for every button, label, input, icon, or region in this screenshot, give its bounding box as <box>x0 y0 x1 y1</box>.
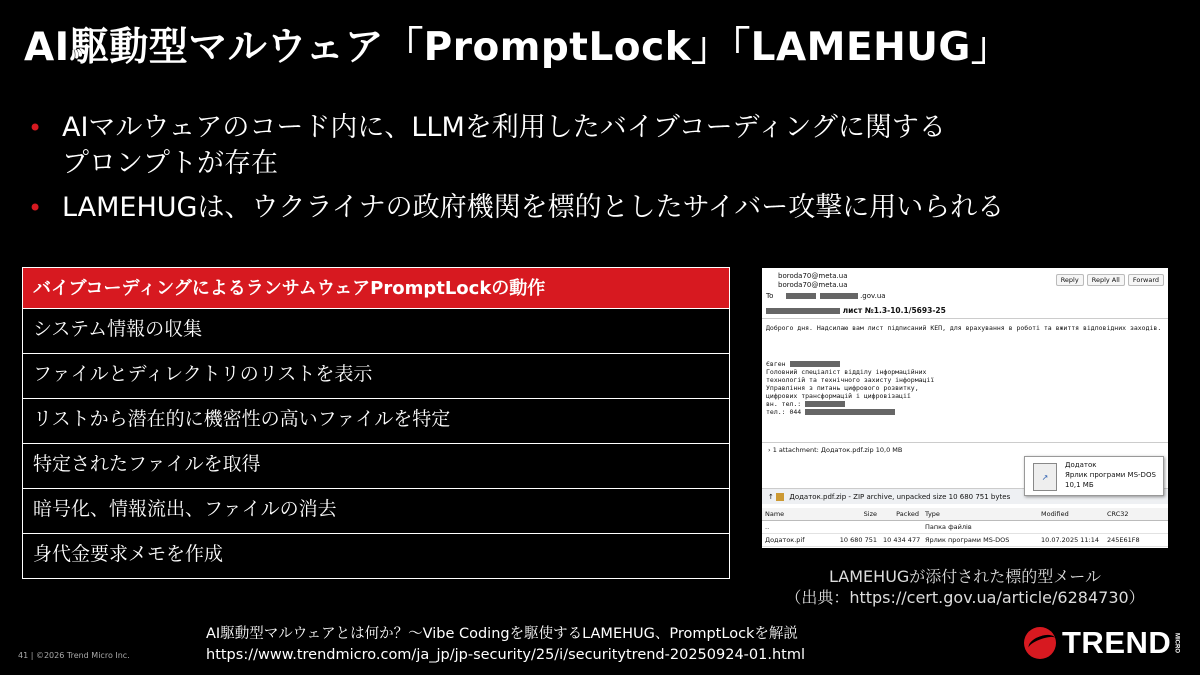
promptlock-steps-table <box>22 267 730 579</box>
column-header[interactable]: CRC32 <box>1107 510 1129 518</box>
bullet-list <box>28 110 1178 234</box>
up-arrow-icon[interactable]: ↑ <box>768 493 774 501</box>
screenshot-caption <box>762 566 1168 608</box>
signature-line: тел.: 044 <box>766 408 934 416</box>
mail-sender-address: boroda70@meta.ua <box>778 281 848 289</box>
mail-signature <box>766 360 934 416</box>
table-cell: 10 680 751 <box>839 536 877 544</box>
redaction-bar <box>766 308 840 314</box>
zip-path-text: Додаток.pdf.zip - ZIP archive, unpacked size 10 680 751 bytes <box>789 493 1011 501</box>
trend-micro-ball-icon <box>1024 627 1056 659</box>
table-row[interactable] <box>762 534 1168 547</box>
steps-table-row: 暗号化、情報流出、ファイルの消去 <box>23 488 729 533</box>
bullet-dot-icon: • <box>28 194 43 222</box>
table-cell: Додаток.pif <box>765 536 805 544</box>
table-cell: 245E61F8 <box>1107 536 1140 544</box>
expand-chevron-icon[interactable]: › <box>768 446 771 454</box>
steps-table-row: ファイルとディレクトリのリストを表示 <box>23 353 729 398</box>
signature-line: вн. тел.: <box>766 400 934 408</box>
zip-table-header <box>762 508 1168 521</box>
steps-table-header: バイブコーディングによるランサムウェアPromptLockの動作 <box>23 268 729 308</box>
page-number: 41 | ©2026 Trend Micro Inc. <box>18 651 130 660</box>
source-reference <box>206 624 805 666</box>
file-tooltip-type: Ярлик програми MS-DOS <box>1065 471 1156 479</box>
redaction-bar <box>820 293 858 299</box>
steps-table-row: 特定されたファイルを取得 <box>23 443 729 488</box>
email-screenshot <box>762 268 1168 548</box>
source-url[interactable]: https://www.trendmicro.com/ja_jp/jp-security/25/i/securitytrend-20250924-01.html <box>206 647 805 663</box>
zip-archive-icon <box>776 493 784 501</box>
bullet-text: LAMEHUGは、ウクライナの政府機関を標的としたサイバー攻撃に用いられる <box>62 192 1005 223</box>
column-header[interactable]: Packed <box>896 510 919 518</box>
signature-line: Євген <box>766 360 934 368</box>
source-title: AI駆動型マルウェアとは何か？～Vibe Codingを駆使するLAMEHUG、PromptLockを解説 <box>206 626 798 642</box>
mail-recipient <box>766 292 886 300</box>
caption-text: LAMEHUGが添付された標的型メール <box>829 567 1101 586</box>
attachment-label: 1 attachment: Додаток.pdf.zip 10,0 MB <box>772 446 903 454</box>
table-row[interactable] <box>762 521 1168 534</box>
forward-button[interactable]: Forward <box>1128 274 1164 286</box>
slide-title: AI駆動型マルウェア「PromptLock」「LAMEHUG」 <box>24 25 1011 70</box>
mail-to-label: To <box>766 292 774 300</box>
redaction-bar <box>805 401 845 407</box>
table-cell: Ярлик програми MS-DOS <box>925 536 1010 544</box>
redaction-bar <box>805 409 895 415</box>
mail-actions <box>1056 274 1164 286</box>
table-cell: 10.07.2025 11:14 <box>1041 536 1100 544</box>
trend-micro-logo <box>1024 625 1179 661</box>
steps-table-row: システム情報の収集 <box>23 308 729 353</box>
column-header[interactable]: Type <box>925 510 940 518</box>
signature-line: технологій та технічного захисту інформації <box>766 376 935 384</box>
redaction-bar <box>790 361 840 367</box>
table-cell: Папка файлів <box>925 523 972 531</box>
mail-subject <box>766 306 946 315</box>
file-tooltip-size: 10,1 МБ <box>1065 481 1094 489</box>
reply-all-button[interactable]: Reply All <box>1087 274 1125 286</box>
reply-button[interactable]: Reply <box>1056 274 1084 286</box>
bullet-item <box>28 110 1178 182</box>
shortcut-icon: ↗ <box>1033 463 1057 491</box>
mail-subject-text: лист №1.3-10.1/5693-25 <box>842 306 946 315</box>
file-tooltip-name: Додаток <box>1065 461 1097 469</box>
bullet-dot-icon: • <box>28 114 43 142</box>
mail-body: Доброго дня. Надсилаю вам лист підписаний КЕП, для врахування в роботі та вжиття відповідних заходів. <box>766 324 1162 332</box>
zip-file-table <box>762 508 1168 547</box>
caption-source: （出典：https://cert.gov.ua/article/6284730） <box>785 588 1145 607</box>
file-tooltip <box>1024 456 1164 496</box>
column-header[interactable]: Name <box>765 510 785 518</box>
steps-table-row: リストから潜在的に機密性の高いファイルを特定 <box>23 398 729 443</box>
mail-to-domain: .gov.ua <box>860 292 886 300</box>
logo-text: TREND <box>1062 625 1172 660</box>
divider <box>762 318 1168 319</box>
logo-subtext: MICRO <box>1173 633 1180 653</box>
table-cell: 10 434 477 <box>883 536 921 544</box>
bullet-item <box>28 190 1178 226</box>
signature-line: Управління з питань цифрового розвитку, <box>766 384 919 392</box>
column-header[interactable]: Size <box>863 510 877 518</box>
column-header[interactable]: Modified <box>1041 510 1069 518</box>
table-cell: .. <box>765 523 770 531</box>
steps-table-row: 身代金要求メモを作成 <box>23 533 729 578</box>
redaction-bar <box>786 293 816 299</box>
signature-line: цифрових трансформацій і цифровізації <box>766 392 911 400</box>
mail-sender <box>778 272 847 290</box>
mail-attachment-bar[interactable] <box>762 442 1168 456</box>
signature-line: Головний спеціаліст відділу інформаційних <box>766 368 927 376</box>
bullet-text: AIマルウェアのコード内に、LLMを利用したバイブコーディングに関する プロンプトが存在 <box>62 112 946 179</box>
mail-sender-name: boroda70@meta.ua <box>778 272 848 280</box>
